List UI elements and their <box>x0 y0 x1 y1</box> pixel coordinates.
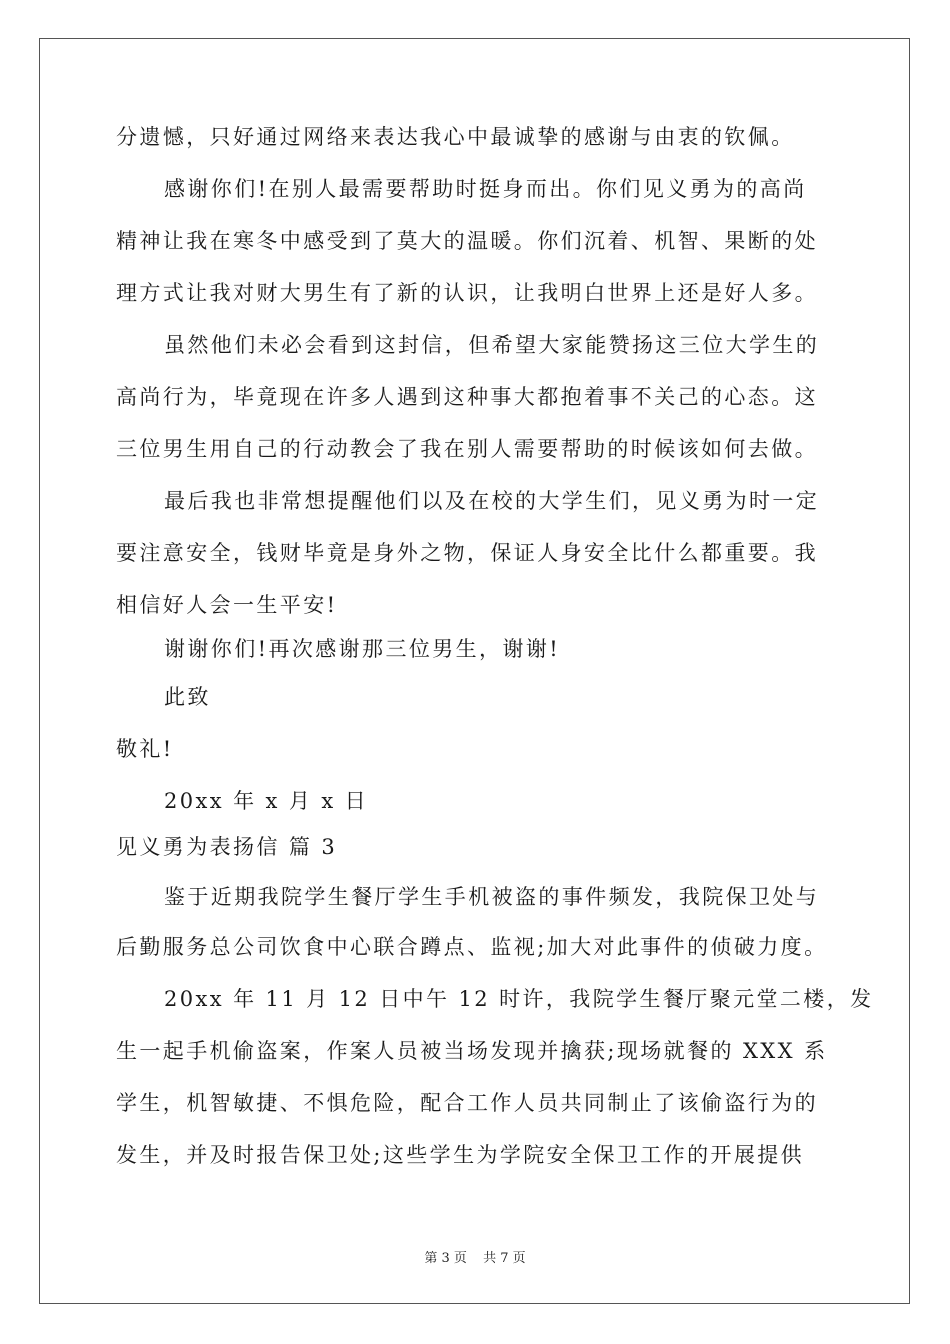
text-line: 分遗憾，只好通过网络来表达我心中最诚挚的感谢与由衷的钦佩。 <box>116 125 795 149</box>
text-line: 发生，并及时报告保卫处;这些学生为学院安全保卫工作的开展提供 <box>116 1143 805 1167</box>
text-line: 学生，机智敏捷、不惧危险，配合工作人员共同制止了该偷盗行为的 <box>116 1091 818 1115</box>
page-number: 第 3 页 <box>424 1251 467 1266</box>
paragraph-start: 谢谢你们!再次感谢那三位男生，谢谢! <box>164 637 561 661</box>
closing-salutation: 此致 <box>164 685 211 709</box>
paragraph-start: 虽然他们未必会看到这封信，但希望大家能赞扬这三位大学生的 <box>164 333 820 357</box>
section-heading: 见义勇为表扬信 篇 3 <box>116 835 338 859</box>
text-line: 高尚行为，毕竟现在许多人遇到这种事大都抱着事不关己的心态。这 <box>116 385 818 409</box>
closing-respect: 敬礼! <box>116 737 174 761</box>
paragraph-start: 20xx 年 11 月 12 日中午 12 时许，我院学生餐厅聚元堂二楼，发 <box>164 987 874 1011</box>
text-line: 要注意安全，钱财毕竟是身外之物，保证人身安全比什么都重要。我 <box>116 541 818 565</box>
text-line: 理方式让我对财大男生有了新的认识，让我明白世界上还是好人多。 <box>116 281 818 305</box>
paragraph-start: 最后我也非常想提醒他们以及在校的大学生们，见义勇为时一定 <box>164 489 820 513</box>
text-line: 精神让我在寒冬中感受到了莫大的温暖。你们沉着、机智、果断的处 <box>116 229 818 253</box>
paragraph-start: 感谢你们!在别人最需要帮助时挺身而出。你们见义勇为的高尚 <box>164 177 807 201</box>
page-count: 共 7 页 <box>483 1251 526 1266</box>
text-line: 生一起手机偷盗案，作案人员被当场发现并擒获;现场就餐的 XXX 系 <box>116 1039 828 1063</box>
text-line: 三位男生用自己的行动教会了我在别人需要帮助的时候该如何去做。 <box>116 437 818 461</box>
page-footer <box>0 1247 950 1266</box>
text-line: 相信好人会一生平安! <box>116 593 338 617</box>
paragraph-start: 鉴于近期我院学生餐厅学生手机被盗的事件频发，我院保卫处与 <box>164 885 820 909</box>
letter-date: 20xx 年 x 月 x 日 <box>164 789 369 813</box>
text-line: 后勤服务总公司饮食中心联合蹲点、监视;加大对此事件的侦破力度。 <box>116 935 828 959</box>
